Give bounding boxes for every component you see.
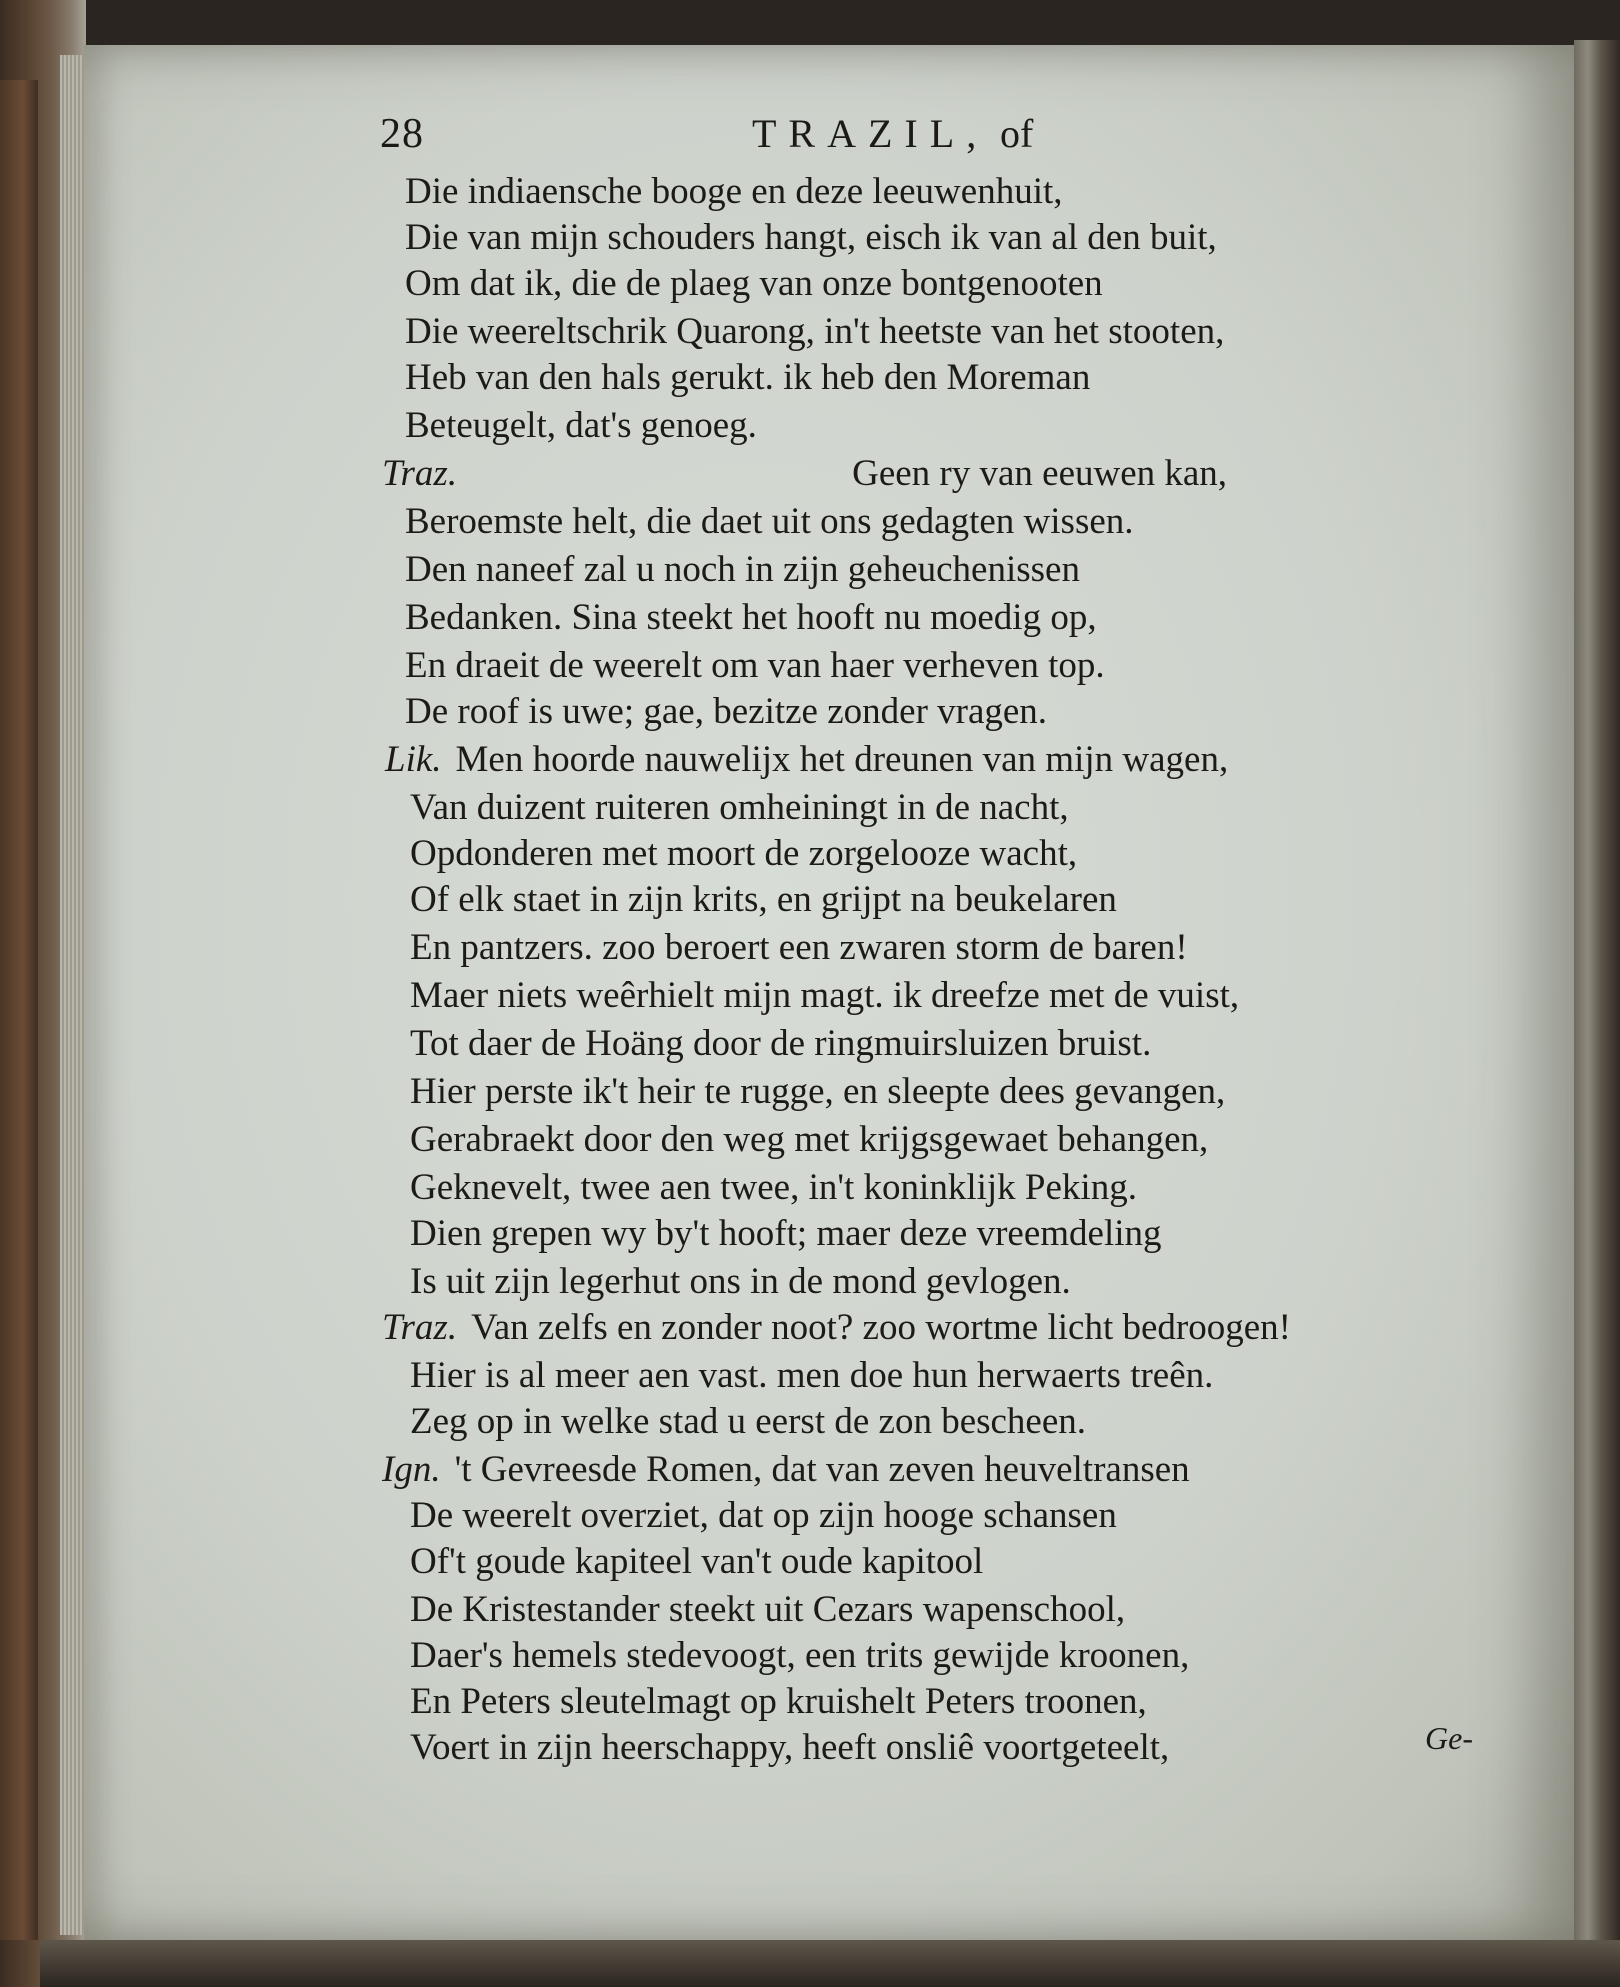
verse-line-text: Daer's hemels stedevoogt, een trits gewijde kroonen, bbox=[410, 1635, 1190, 1676]
verse-line bbox=[410, 1212, 1162, 1256]
verse-line-text: Is uit zijn legerhut ons in de mond gevlogen. bbox=[410, 1261, 1071, 1302]
verse-line-text: Maer niets weêrhielt mijn magt. ik dreefze met de vuist, bbox=[410, 975, 1240, 1016]
verse-line bbox=[382, 1306, 1291, 1350]
verse-line bbox=[410, 786, 1069, 830]
verse-line-text: En draeit de weerelt om van haer verheven top. bbox=[405, 645, 1105, 686]
verse-line bbox=[405, 170, 1063, 214]
verse-line bbox=[405, 262, 1103, 306]
verse-line-text: Den naneef zal u noch in zijn geheuchenissen bbox=[405, 549, 1080, 590]
verse-line-text: Of't goude kapiteel van't oude kapitool bbox=[410, 1541, 984, 1582]
verse-line bbox=[410, 1400, 1086, 1444]
verse-line-text: Opdonderen met moort de zorgelooze wacht, bbox=[410, 833, 1078, 874]
verse-line-text: Die indiaensche booge en deze leeuwenhuit, bbox=[405, 171, 1063, 212]
verse-line bbox=[410, 926, 1188, 970]
verse-line bbox=[405, 356, 1090, 400]
verse-line-text: En pantzers. zoo beroert een zwaren storm de baren! bbox=[410, 927, 1188, 968]
verse-line-text: Die weereltschrik Quarong, in't heetste van het stooten, bbox=[405, 311, 1225, 352]
verse-line bbox=[410, 1634, 1189, 1678]
verse-line-text: 't Gevreesde Romen, dat van zeven heuveltransen bbox=[454, 1449, 1190, 1490]
verse-line-text: De roof is uwe; gae, bezitze zonder vragen. bbox=[405, 691, 1048, 732]
verse-line-text: Gerabraekt door den weg met krijgsgewaet behangen, bbox=[410, 1119, 1209, 1160]
verse-line bbox=[410, 1260, 1071, 1304]
verse-line bbox=[405, 500, 1134, 544]
verse-line-text: Geen ry van eeuwen kan, bbox=[852, 453, 1228, 494]
verse-line-text: Of elk staet in zijn krits, en grijpt na beukelaren bbox=[410, 879, 1117, 920]
verse-line-text: Heb van den hals gerukt. ik heb den Moreman bbox=[405, 357, 1091, 398]
verse-line-text: Tot daer de Hoäng door de ringmuirsluizen bruist. bbox=[410, 1023, 1152, 1064]
verse-line bbox=[410, 832, 1077, 876]
running-title: TRAZIL, bbox=[752, 111, 989, 156]
catchword: Ge- bbox=[1425, 1720, 1473, 1756]
verse-line bbox=[410, 1166, 1137, 1210]
verse-line bbox=[410, 1540, 983, 1584]
speaker-label: Traz. bbox=[382, 1307, 458, 1348]
verse-line bbox=[410, 1588, 1125, 1632]
verse-line bbox=[385, 738, 1228, 782]
verse-line-text: Hier is al meer aen vast. men doe hun herwaerts treên. bbox=[410, 1355, 1214, 1396]
verse-line bbox=[410, 974, 1239, 1018]
verse-line-text: Men hoorde nauwelijx het dreunen van mijn wagen, bbox=[455, 739, 1229, 780]
verse-line-text: Bedanken. Sina steekt het hooft nu moedig op, bbox=[405, 597, 1097, 638]
verse-line bbox=[410, 1680, 1147, 1724]
verse-line bbox=[410, 1118, 1208, 1162]
verse-line bbox=[410, 1494, 1117, 1538]
verse-line bbox=[405, 216, 1217, 260]
verse-line-text: De weerelt overziet, dat op zijn hooge schansen bbox=[410, 1495, 1117, 1536]
verse-line-text: Voert in zijn heerschappy, heeft onsliê voortgeteelt, bbox=[410, 1727, 1170, 1768]
verse-line-text: De Kristestander steekt uit Cezars wapenschool, bbox=[410, 1589, 1126, 1630]
verse-line bbox=[405, 310, 1224, 354]
verse-line bbox=[405, 548, 1080, 592]
verse-line-text: Om dat ik, die de plaeg van onze bontgenooten bbox=[405, 263, 1103, 304]
verse-line bbox=[410, 1354, 1213, 1398]
verse-line bbox=[405, 690, 1047, 734]
verse-line bbox=[405, 644, 1105, 688]
verse-line-text: Zeg op in welke stad u eerst de zon bescheen. bbox=[410, 1401, 1087, 1442]
speaker-label: Traz. bbox=[382, 453, 458, 494]
verse-line-text: Dien grepen wy by't hooft; maer deze vreemdeling bbox=[410, 1213, 1162, 1254]
page-number: 28 bbox=[380, 111, 424, 157]
verse-line bbox=[382, 1448, 1190, 1492]
verse-line-text: Beroemste helt, die daet uit ons gedagten wissen. bbox=[405, 501, 1134, 542]
verse-line bbox=[410, 1022, 1151, 1066]
verse-line-text: Beteugelt, dat's genoeg. bbox=[405, 405, 757, 446]
verse-line bbox=[410, 1070, 1225, 1114]
verse-line-text: Van duizent ruiteren omheiningt in de nacht, bbox=[410, 787, 1069, 828]
verse-line bbox=[410, 1726, 1169, 1770]
speaker-label: Lik. bbox=[385, 739, 442, 780]
verse-line-text: En Peters sleutelmagt op kruishelt Peters troonen, bbox=[410, 1681, 1147, 1722]
verse-line-text: Van zelfs en zonder noot? zoo wortme licht bedroogen! bbox=[471, 1307, 1291, 1348]
verse-line bbox=[405, 596, 1097, 640]
verse-line bbox=[405, 404, 757, 448]
speaker-label: Ign. bbox=[382, 1449, 441, 1490]
running-title-suffix: of bbox=[1000, 111, 1034, 156]
verse-line bbox=[410, 878, 1117, 922]
verse-line-text: Hier perste ik't heir te rugge, en sleepte dees gevangen, bbox=[410, 1071, 1226, 1112]
verse-line bbox=[382, 452, 1227, 496]
verse-line-text: Die van mijn schouders hangt, eisch ik van al den buit, bbox=[405, 217, 1217, 258]
verse-line-text: Geknevelt, twee aen twee, in't koninklijk Peking. bbox=[410, 1167, 1137, 1208]
